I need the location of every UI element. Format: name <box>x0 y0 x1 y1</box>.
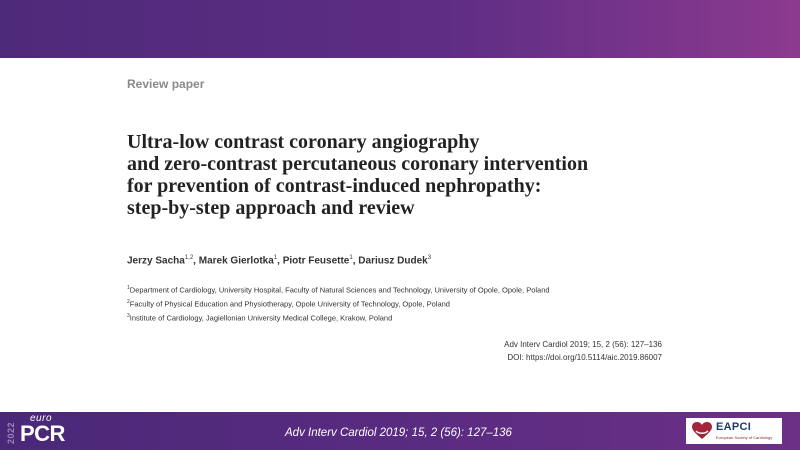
eapci-wordmark: EAPCI <box>716 421 752 433</box>
author-name: Jerzy Sacha <box>127 255 185 267</box>
author-affiliation-mark: 1 <box>349 255 353 261</box>
affiliation-number: 1 <box>127 285 130 291</box>
affiliation-number: 3 <box>127 313 130 319</box>
europcr-logo: PCR <box>20 421 65 446</box>
heart-icon <box>692 422 712 440</box>
author-affiliation-mark: 1,2 <box>184 255 194 261</box>
author-name: Dariusz Dudek <box>358 255 428 267</box>
article-type-label: Review paper <box>127 77 205 91</box>
author-separator: , <box>352 255 359 267</box>
affiliation-number: 2 <box>127 299 130 305</box>
affiliation-item <box>127 285 687 295</box>
paper-title-line: Ultra-low contrast coronary angiography <box>127 131 480 153</box>
affiliation-text: Faculty of Physical Education and Physiotherapy, Opole University of Technology, Opole, Poland <box>129 299 450 309</box>
doi-link[interactable]: DOI: https://doi.org/10.5114/aic.2019.86007 <box>507 353 662 362</box>
author-separator: , <box>277 255 283 267</box>
paper-title-line: and zero-contrast percutaneous coronary intervention <box>127 153 589 175</box>
author-name: Piotr Feusette <box>282 255 350 267</box>
affiliation-item <box>127 299 687 309</box>
paper-title-line: for prevention of contrast-induced nephropathy: <box>127 175 542 197</box>
eapci-subtext: European Society of Cardiology <box>716 435 773 440</box>
top-header-band <box>0 0 800 58</box>
journal-citation: Adv Interv Cardiol 2019; 15, 2 (56): 127–136 <box>504 340 662 349</box>
paper-title-line: step-by-step approach and review <box>127 197 415 219</box>
brand-prefix: euro <box>30 413 53 424</box>
author-list <box>127 255 431 266</box>
footer-citation: Adv Interv Cardiol 2019; 15, 2 (56): 127–136 <box>285 427 512 439</box>
affiliation-text: Department of Cardiology, University Hospital, Faculty of Natural Sciences and Technology, University of Opole, Opole, Poland <box>129 285 550 295</box>
event-year: 2022 <box>6 421 16 444</box>
author-affiliation-mark: 1 <box>273 255 278 261</box>
affiliation-item <box>127 313 687 323</box>
eapci-logo <box>686 418 782 444</box>
author-separator: , <box>193 255 199 267</box>
author-name: Marek Gierlotka <box>198 255 274 267</box>
paper-title <box>127 131 687 219</box>
author-affiliation-mark: 3 <box>427 255 432 261</box>
affiliation-text: Institute of Cardiology, Jagiellonian University Medical College, Krakow, Poland <box>129 313 393 323</box>
